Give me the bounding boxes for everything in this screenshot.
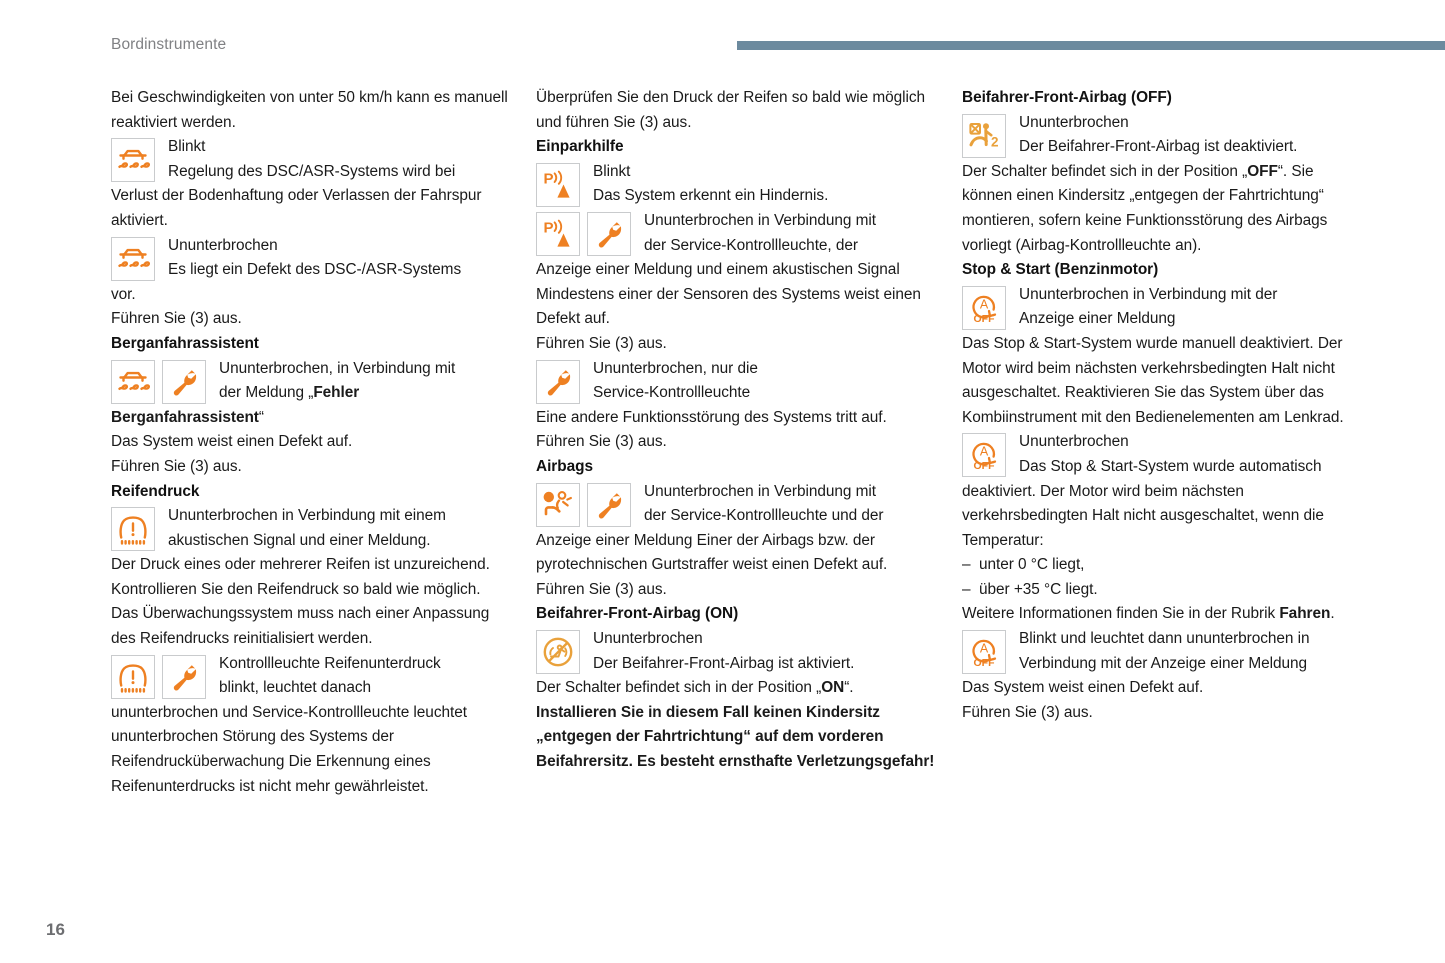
icon-group bbox=[962, 286, 1006, 330]
dsc-skid-icon bbox=[111, 360, 155, 404]
list-dash: – bbox=[962, 580, 971, 598]
row-rest: Der Druck eines oder mehrerer Reifen ist unzureichend. Kontrollieren Sie den Reifendruck so bald wie möglich. Das Überwachungssystem muss nach einer Anpassung des Reifendrucks reinitialisiert werden. bbox=[111, 556, 490, 648]
row-rest-post: “. Sie können einen Kindersitz „entgegen der Fahrtrichtung“ montieren, sofern keine Funktionsstörung des Airbags vorliegt (Airbag-Kontrollleuchte an). bbox=[962, 162, 1328, 254]
paragraph-reifendruck-pruefen: Überprüfen Sie den Druck der Reifen so bald wie möglich und führen Sie (3) aus. bbox=[536, 89, 926, 131]
row-line-1: Ununterbrochen in Verbindung mit der bbox=[1019, 285, 1278, 303]
row-text bbox=[536, 160, 936, 209]
heading-einparkhilfe: Einparkhilfe bbox=[536, 138, 624, 156]
paragraph-stop-start-action: Führen Sie (3) aus. bbox=[962, 703, 1093, 721]
row-line-1: Ununterbrochen in Verbindung mit bbox=[644, 211, 876, 229]
row-airbags-defekt bbox=[536, 480, 936, 578]
row-einparkhilfe-service-only bbox=[536, 357, 936, 431]
row-line-1: Ununterbrochen, in Verbindung mit bbox=[219, 359, 456, 377]
row-line-1: Ununterbrochen, nur die bbox=[593, 359, 758, 377]
row-line-2: Es liegt ein Defekt des DSC-/ASR-Systems bbox=[168, 261, 462, 279]
stop-start-off-icon bbox=[962, 286, 1006, 330]
wrench-icon bbox=[587, 212, 631, 256]
paragraph-berganfahrassistent-action: Führen Sie (3) aus. bbox=[111, 457, 242, 475]
icon-group bbox=[536, 212, 631, 256]
row-line-2: Das Stop & Start-System wurde automatisch bbox=[1019, 457, 1322, 475]
row-line-1: Blinkt und leuchtet dann ununterbrochen in bbox=[1019, 630, 1310, 648]
row-rest-bold: OFF bbox=[1247, 162, 1278, 180]
tire-pressure-icon bbox=[111, 507, 155, 551]
column-2 bbox=[536, 86, 936, 775]
no-child-seat-icon bbox=[536, 630, 580, 674]
row-text bbox=[536, 357, 936, 431]
row-rest: Das Stop & Start-System wurde manuell deaktiviert. Der Motor wird beim nächsten verkehrsbedingten Halt nicht ausgeschaltet. Reaktivieren Sie das System über das Kombiinstrument mit den Bedienelementen am Lenkrad. bbox=[962, 334, 1344, 426]
row-text bbox=[111, 504, 511, 652]
wrench-icon bbox=[536, 360, 580, 404]
heading-beifahrer-airbag-off: Beifahrer-Front-Airbag (OFF) bbox=[962, 89, 1172, 106]
row-beifahrer-airbag-off bbox=[962, 111, 1362, 259]
icon-group bbox=[111, 655, 206, 699]
row-reifendruck-stoerung bbox=[111, 652, 511, 800]
icon-group bbox=[536, 163, 580, 207]
row-text bbox=[962, 627, 1362, 701]
row-rest-bold: ON bbox=[821, 679, 845, 697]
row-dsc-ununterbrochen bbox=[111, 234, 511, 308]
row-dsc-blinkt bbox=[111, 135, 511, 233]
heading-berganfahrassistent: Berganfahrassistent bbox=[111, 334, 259, 352]
more-info-post: . bbox=[1330, 605, 1335, 623]
row-line-2: Regelung des DSC/ASR-Systems wird bei bbox=[168, 162, 456, 180]
row-text bbox=[111, 135, 511, 233]
row-line-1: Kontrollleuchte Reifenunterdruck bbox=[219, 654, 441, 672]
row-berganfahrassistent bbox=[111, 357, 511, 431]
icon-group bbox=[536, 360, 580, 404]
row-reifendruck-niedrig bbox=[111, 504, 511, 652]
paragraph-stop-start-more-info bbox=[962, 602, 1362, 627]
row-rest: Verlust der Bodenhaftung oder Verlassen der Fahrspur aktiviert. bbox=[111, 187, 482, 229]
paragraph-intro-speed: Bei Geschwindigkeiten von unter 50 km/h kann es manuell reaktiviert werden. bbox=[111, 89, 508, 131]
header-rule bbox=[737, 41, 1445, 50]
list-dash: – bbox=[962, 556, 971, 574]
list-item-label: über +35 °C liegt. bbox=[979, 580, 1098, 598]
row-rest: deaktiviert. Der Motor wird beim nächsten verkehrsbedingten Halt nicht ausgeschaltet, wenn die Temperatur: bbox=[962, 482, 1324, 549]
dsc-skid-icon bbox=[111, 138, 155, 182]
row-line-2-bold: Fehler bbox=[313, 384, 360, 402]
row-text bbox=[536, 627, 936, 701]
wrench-icon bbox=[587, 483, 631, 527]
page-number: 16 bbox=[46, 920, 65, 939]
row-line-2: Das System erkennt ein Hindernis. bbox=[593, 187, 829, 205]
row-text bbox=[962, 111, 1362, 259]
column-1 bbox=[111, 86, 511, 799]
row-rest-pre: Der Schalter befindet sich in der Position „ bbox=[536, 679, 822, 697]
list-item-temp-below bbox=[962, 553, 1362, 578]
svg-text:2: 2 bbox=[991, 133, 999, 149]
icon-group bbox=[962, 433, 1006, 477]
row-line-1: Ununterbrochen bbox=[1019, 433, 1129, 451]
row-einparkhilfe-defekt bbox=[536, 209, 936, 332]
row-rest-post: “ bbox=[258, 408, 264, 426]
row-rest: vor. bbox=[111, 285, 136, 303]
icon-group bbox=[962, 630, 1006, 674]
icon-group bbox=[536, 630, 580, 674]
row-text bbox=[962, 283, 1362, 431]
icon-group bbox=[111, 507, 155, 551]
row-text bbox=[111, 234, 511, 308]
row-line-2: der Service-Kontrollleuchte und der bbox=[644, 507, 884, 525]
svg-text:A: A bbox=[979, 444, 989, 459]
list-item-label: unter 0 °C liegt, bbox=[979, 556, 1085, 574]
paragraph-airbags-action: Führen Sie (3) aus. bbox=[536, 580, 667, 598]
page-header-title: Bordinstrumente bbox=[111, 36, 227, 53]
row-rest-bold: Berganfahrassistent bbox=[111, 408, 259, 426]
icon-group bbox=[962, 114, 1006, 158]
svg-text:OFF: OFF bbox=[973, 657, 995, 670]
wrench-icon bbox=[162, 655, 206, 699]
row-line-2-pre: der Meldung „ bbox=[219, 384, 314, 402]
paragraph-einparkhilfe-action-2: Führen Sie (3) aus. bbox=[536, 433, 667, 451]
stop-start-off-icon bbox=[962, 630, 1006, 674]
row-stop-start-defekt bbox=[962, 627, 1362, 701]
row-line-2: Verbindung mit der Anzeige einer Meldung bbox=[1019, 654, 1308, 672]
svg-text:A: A bbox=[979, 297, 989, 312]
column-3 bbox=[962, 86, 1362, 725]
more-info-bold: Fahren bbox=[1279, 605, 1331, 623]
row-rest: ununterbrochen und Service-Kontrollleuchte leuchtet ununterbrochen Störung des Systems der Reifendrucküberwachung Die Erkennung eines Reifenunterdrucks ist nicht mehr gewährleistet. bbox=[111, 703, 467, 795]
row-rest: Anzeige einer Meldung Einer der Airbags bzw. der pyrotechnischen Gurtstraffer weist einen Defekt auf. bbox=[536, 531, 888, 574]
page-header bbox=[0, 0, 1445, 72]
svg-text:P: P bbox=[543, 219, 554, 237]
paragraph-dsc-action: Führen Sie (3) aus. bbox=[111, 310, 242, 328]
paragraph-berganfahrassistent-defekt: Das System weist einen Defekt auf. bbox=[111, 433, 353, 451]
heading-reifendruck: Reifendruck bbox=[111, 482, 200, 500]
row-line-2: blinkt, leuchtet danach bbox=[219, 679, 372, 697]
row-line-2: der Service-Kontrollleuchte, der bbox=[644, 236, 858, 254]
tire-pressure-icon bbox=[111, 655, 155, 699]
row-rest: Eine andere Funktionsstörung des Systems tritt auf. bbox=[536, 408, 887, 426]
more-info-pre: Weitere Informationen finden Sie in der Rubrik bbox=[962, 605, 1280, 623]
svg-text:OFF: OFF bbox=[973, 460, 995, 473]
heading-beifahrer-airbag-on: Beifahrer-Front-Airbag (ON) bbox=[536, 605, 739, 623]
row-rest: Das System weist einen Defekt auf. bbox=[962, 679, 1204, 697]
row-line-2: Der Beifahrer-Front-Airbag ist deaktiviert. bbox=[1019, 138, 1298, 156]
stop-start-off-icon bbox=[962, 433, 1006, 477]
row-rest-post: “. bbox=[844, 679, 854, 697]
park-assist-icon bbox=[536, 163, 580, 207]
svg-text:OFF: OFF bbox=[973, 312, 995, 325]
heading-stop-start: Stop & Start (Benzinmotor) bbox=[962, 261, 1159, 279]
paragraph-beifahrer-airbag-on-warning: Installieren Sie in diesem Fall keinen Kindersitz „entgegen der Fahrtrichtung“ auf dem vorderen Beifahrersitz. Es besteht ernsthafte Verletzungsgefahr! bbox=[536, 703, 935, 771]
row-line-2: Service-Kontrollleuchte bbox=[593, 384, 751, 402]
icon-group bbox=[111, 237, 155, 281]
row-einparkhilfe-blinkt bbox=[536, 160, 936, 209]
icon-group bbox=[111, 138, 155, 182]
row-text bbox=[962, 430, 1362, 553]
svg-text:P: P bbox=[543, 170, 554, 188]
wrench-icon bbox=[162, 360, 206, 404]
airbag-off-icon bbox=[962, 114, 1006, 158]
row-stop-start-auto bbox=[962, 430, 1362, 553]
row-beifahrer-airbag-on bbox=[536, 627, 936, 701]
row-line-1: Blinkt bbox=[168, 138, 206, 156]
park-assist-icon bbox=[536, 212, 580, 256]
row-stop-start-manual bbox=[962, 283, 1362, 431]
svg-text:A: A bbox=[979, 641, 989, 656]
row-line-1: Ununterbrochen in Verbindung mit einem bbox=[168, 507, 446, 525]
row-line-1: Blinkt bbox=[593, 162, 631, 180]
row-line-2: Der Beifahrer-Front-Airbag ist aktiviert. bbox=[593, 654, 855, 672]
row-rest-pre: Der Schalter befindet sich in der Position „ bbox=[962, 162, 1248, 180]
row-line-2: akustischen Signal und einer Meldung. bbox=[168, 531, 431, 549]
heading-airbags: Airbags bbox=[536, 457, 593, 475]
list-item-temp-above bbox=[962, 578, 1362, 603]
row-line-1: Ununterbrochen bbox=[593, 630, 703, 648]
airbag-icon bbox=[536, 483, 580, 527]
row-line-2: Anzeige einer Meldung bbox=[1019, 310, 1176, 328]
dsc-skid-icon bbox=[111, 237, 155, 281]
row-line-1: Ununterbrochen bbox=[1019, 113, 1129, 131]
icon-group bbox=[536, 483, 631, 527]
row-line-1: Ununterbrochen in Verbindung mit bbox=[644, 482, 876, 500]
row-rest: Anzeige einer Meldung und einem akustischen Signal Mindestens einer der Sensoren des Systems weist einen Defekt auf. bbox=[536, 261, 921, 328]
paragraph-einparkhilfe-action-1: Führen Sie (3) aus. bbox=[536, 334, 667, 352]
row-line-1: Ununterbrochen bbox=[168, 236, 278, 254]
icon-group bbox=[111, 360, 206, 404]
